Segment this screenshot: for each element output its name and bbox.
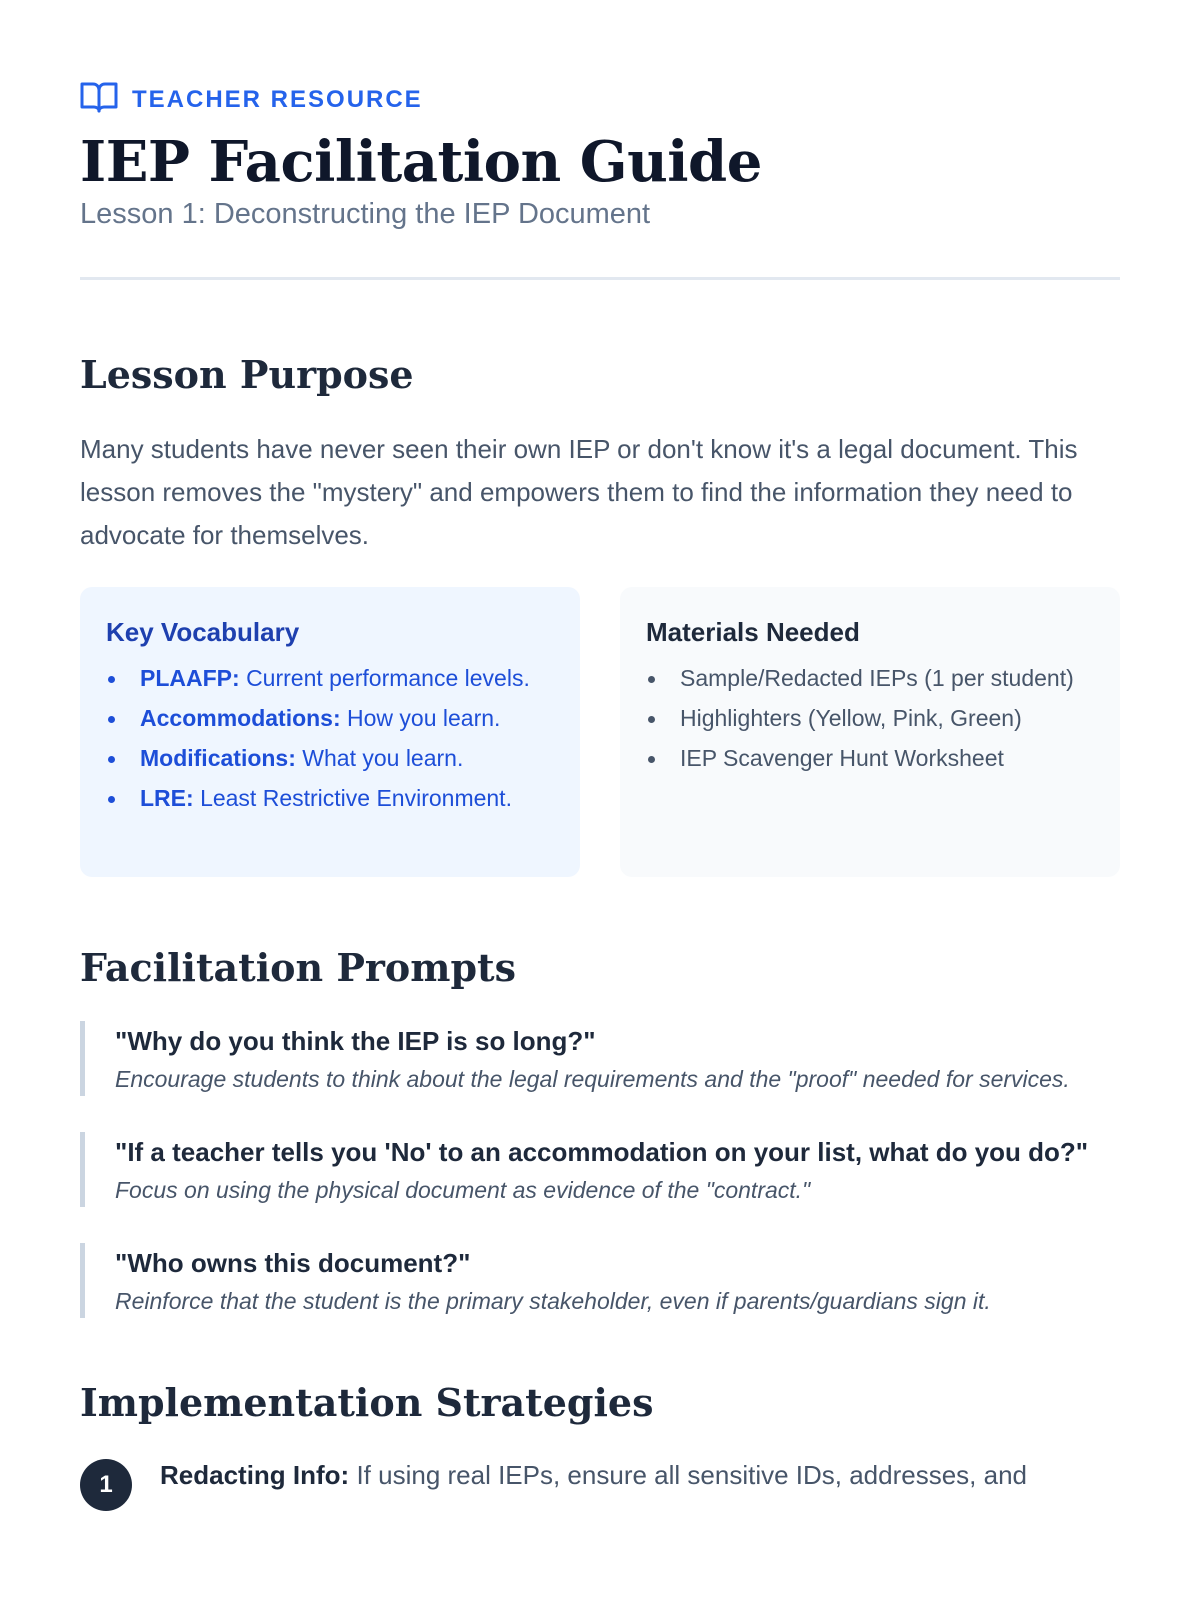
materials-card (620, 587, 1120, 877)
vocab-definition: Least Restrictive Environment. (200, 784, 512, 811)
strategy-item (80, 1455, 1120, 1511)
vocab-definition: How you learn. (347, 704, 501, 731)
list-item: Highlighters (Yellow, Pink, Green) (646, 702, 1094, 735)
vocab-definition: What you learn. (302, 744, 464, 771)
section-heading-purpose: Lesson Purpose (80, 352, 414, 398)
prompt-question: "Who owns this document?" (115, 1247, 471, 1278)
vocab-term: LRE: (140, 784, 194, 811)
list-item (106, 782, 554, 815)
vocabulary-list (106, 662, 554, 815)
list-item (106, 742, 554, 775)
prompt-item (80, 1243, 1120, 1318)
section-heading-prompts: Facilitation Prompts (80, 944, 516, 990)
strategy-body: If using real IEPs, ensure all sensitive IDs, addresses, and (356, 1460, 1028, 1491)
prompts-list (80, 1021, 1120, 1318)
prompt-item (80, 1021, 1120, 1096)
page-title: IEP Facilitation Guide (80, 129, 762, 195)
materials-list (646, 662, 1094, 775)
prompt-question: "If a teacher tells you 'No' to an accommodation on your list, what do you do?" (115, 1136, 1089, 1167)
list-item: IEP Scavenger Hunt Worksheet (646, 742, 1094, 775)
vocab-definition: Current performance levels. (246, 664, 530, 691)
eyebrow (80, 80, 1120, 120)
purpose-text: Many students have never seen their own IEP or don't know it's a legal document. This lesson removes the "mystery" and empowers them to find the information they need to advocate for themselves. (80, 433, 1078, 550)
prompt-note: Encourage students to think about the legal requirements and the "proof" needed for services. (115, 1065, 1070, 1092)
header-divider (80, 277, 1120, 280)
vocab-term: Accommodations: (140, 704, 341, 731)
vocabulary-heading: Key Vocabulary (106, 616, 300, 647)
info-cards (80, 587, 1120, 877)
strategy-text (160, 1455, 1027, 1495)
prompt-question: "Why do you think the IEP is so long?" (115, 1025, 596, 1056)
section-heading-strategies: Implementation Strategies (80, 1379, 654, 1425)
prompt-note: Reinforce that the student is the primary stakeholder, even if parents/guardians sign it. (115, 1287, 991, 1314)
strategy-term: Redacting Info: (160, 1460, 350, 1491)
vocabulary-card (80, 587, 580, 877)
vocab-term: PLAAFP: (140, 664, 240, 691)
list-item (106, 702, 554, 735)
page-subtitle: Lesson 1: Deconstructing the IEP Document (80, 198, 651, 231)
step-number: 1 (80, 1459, 132, 1511)
list-item: Sample/Redacted IEPs (1 per student) (646, 662, 1094, 695)
prompt-item (80, 1132, 1120, 1207)
list-item (106, 662, 554, 695)
eyebrow-label: TEACHER RESOURCE (132, 86, 423, 113)
prompt-note: Focus on using the physical document as evidence of the "contract." (115, 1176, 811, 1203)
vocab-term: Modifications: (140, 744, 296, 771)
materials-heading: Materials Needed (646, 616, 860, 647)
open-book-icon (80, 80, 118, 121)
